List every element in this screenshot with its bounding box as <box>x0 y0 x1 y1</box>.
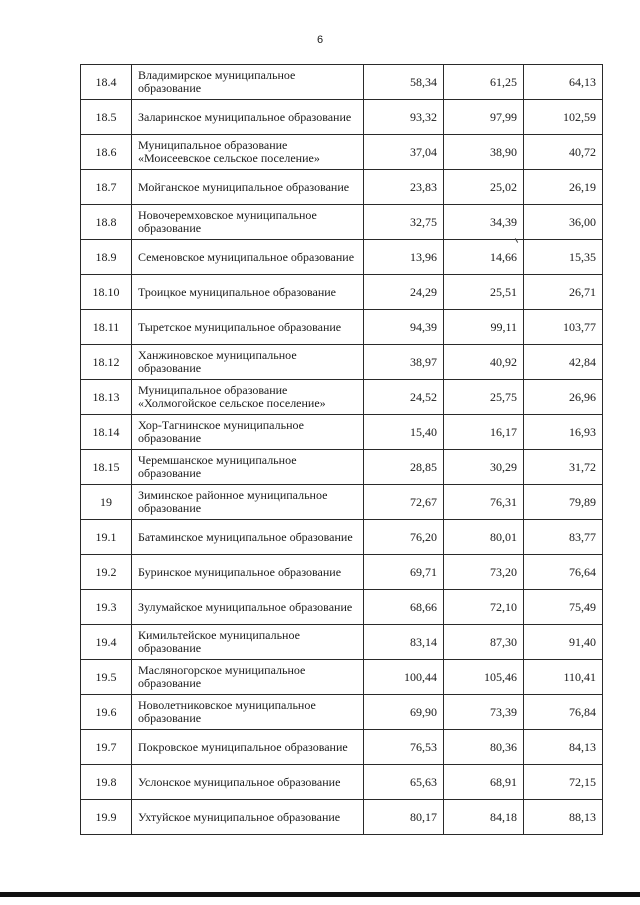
row-number-cell: 19.2 <box>81 555 132 590</box>
value-1-cell: 69,71 <box>364 555 444 590</box>
value-2-cell: 72,10 <box>444 590 524 625</box>
table-row <box>81 310 603 345</box>
value-3-cell: 72,15 <box>524 765 603 800</box>
table-row <box>81 170 603 205</box>
value-2-cell: 105,46 <box>444 660 524 695</box>
value-1-cell: 13,96 <box>364 240 444 275</box>
municipality-name-cell: Новочеремховское муниципальное образование <box>132 205 364 240</box>
table-row <box>81 240 603 275</box>
value-2-cell: 34,39 <box>444 205 524 240</box>
row-number-cell: 18.10 <box>81 275 132 310</box>
municipality-name-cell: Новолетниковское муниципальное образование <box>132 695 364 730</box>
value-3-cell: 88,13 <box>524 800 603 835</box>
value-1-cell: 32,75 <box>364 205 444 240</box>
value-1-cell: 65,63 <box>364 765 444 800</box>
table-row <box>81 695 603 730</box>
value-1-cell: 76,20 <box>364 520 444 555</box>
value-3-cell: 64,13 <box>524 65 603 100</box>
value-2-cell: 14,66 <box>444 240 524 275</box>
value-2-cell: 38,90 <box>444 135 524 170</box>
value-1-cell: 37,04 <box>364 135 444 170</box>
value-3-cell: 40,72 <box>524 135 603 170</box>
value-2-cell: 30,29 <box>444 450 524 485</box>
value-1-cell: 83,14 <box>364 625 444 660</box>
value-1-cell: 58,34 <box>364 65 444 100</box>
municipality-name-cell: Ухтуйское муниципальное образование <box>132 800 364 835</box>
table-body <box>81 65 603 835</box>
value-2-cell: 97,99 <box>444 100 524 135</box>
value-3-cell: 76,64 <box>524 555 603 590</box>
municipality-name-cell: Троицкое муниципальное образование <box>132 275 364 310</box>
row-number-cell: 18.13 <box>81 380 132 415</box>
value-2-cell: 25,02 <box>444 170 524 205</box>
value-3-cell: 26,71 <box>524 275 603 310</box>
municipality-name-cell: Масляногорское муниципальное образование <box>132 660 364 695</box>
value-3-cell: 76,84 <box>524 695 603 730</box>
municipality-name-cell: Батаминское муниципальное образование <box>132 520 364 555</box>
table-row <box>81 450 603 485</box>
value-2-cell: 25,51 <box>444 275 524 310</box>
table-row <box>81 65 603 100</box>
value-3-cell: 31,72 <box>524 450 603 485</box>
municipality-name-cell: Мойганское муниципальное образование <box>132 170 364 205</box>
row-number-cell: 19.6 <box>81 695 132 730</box>
table-row <box>81 555 603 590</box>
municipality-name-cell: Зиминское районное муниципальное образование <box>132 485 364 520</box>
table-row <box>81 625 603 660</box>
municipality-name-cell: Кимильтейское муниципальное образование <box>132 625 364 660</box>
municipality-name-cell: Семеновское муниципальное образование <box>132 240 364 275</box>
municipality-name-cell: Черемшанское муниципальное образование <box>132 450 364 485</box>
row-number-cell: 18.12 <box>81 345 132 380</box>
value-3-cell: 91,40 <box>524 625 603 660</box>
value-1-cell: 80,17 <box>364 800 444 835</box>
municipality-name-cell: Тыретское муниципальное образование <box>132 310 364 345</box>
row-number-cell: 19.3 <box>81 590 132 625</box>
row-number-cell: 18.5 <box>81 100 132 135</box>
row-number-cell: 18.6 <box>81 135 132 170</box>
value-2-cell: 80,01 <box>444 520 524 555</box>
value-1-cell: 93,32 <box>364 100 444 135</box>
value-3-cell: 42,84 <box>524 345 603 380</box>
value-2-cell: 25,75 <box>444 380 524 415</box>
value-3-cell: 36,00 <box>524 205 603 240</box>
value-3-cell: 75,49 <box>524 590 603 625</box>
table-row <box>81 205 603 240</box>
table-row <box>81 415 603 450</box>
value-3-cell: 16,93 <box>524 415 603 450</box>
table-row <box>81 660 603 695</box>
row-number-cell: 18.9 <box>81 240 132 275</box>
municipality-name-cell: Муниципальное образование «Моисеевское сельское поселение» <box>132 135 364 170</box>
row-number-cell: 19.1 <box>81 520 132 555</box>
row-number-cell: 19.9 <box>81 800 132 835</box>
row-number-cell: 19.5 <box>81 660 132 695</box>
value-1-cell: 15,40 <box>364 415 444 450</box>
value-3-cell: 26,96 <box>524 380 603 415</box>
value-1-cell: 38,97 <box>364 345 444 380</box>
value-3-cell: 84,13 <box>524 730 603 765</box>
value-2-cell: 87,30 <box>444 625 524 660</box>
table-row <box>81 520 603 555</box>
value-1-cell: 24,29 <box>364 275 444 310</box>
row-number-cell: 19.4 <box>81 625 132 660</box>
bottom-rule <box>0 892 640 897</box>
municipality-name-cell: Ханжиновское муниципальное образование <box>132 345 364 380</box>
municipality-name-cell: Заларинское муниципальное образование <box>132 100 364 135</box>
table-row <box>81 590 603 625</box>
value-2-cell: 16,17 <box>444 415 524 450</box>
value-3-cell: 110,41 <box>524 660 603 695</box>
row-number-cell: 18.15 <box>81 450 132 485</box>
value-1-cell: 76,53 <box>364 730 444 765</box>
table-row <box>81 765 603 800</box>
value-2-cell: 99,11 <box>444 310 524 345</box>
municipality-name-cell: Буринское муниципальное образование <box>132 555 364 590</box>
row-number-cell: 19.7 <box>81 730 132 765</box>
table-row <box>81 800 603 835</box>
value-1-cell: 28,85 <box>364 450 444 485</box>
value-2-cell: 80,36 <box>444 730 524 765</box>
row-number-cell: 18.14 <box>81 415 132 450</box>
row-number-cell: 18.4 <box>81 65 132 100</box>
municipality-name-cell: Владимирское муниципальное образование <box>132 65 364 100</box>
value-2-cell: 76,31 <box>444 485 524 520</box>
value-3-cell: 102,59 <box>524 100 603 135</box>
value-3-cell: 103,77 <box>524 310 603 345</box>
value-2-cell: 84,18 <box>444 800 524 835</box>
municipality-name-cell: Муниципальное образование «Холмогойское сельское поселение» <box>132 380 364 415</box>
municipality-name-cell: Хор-Тагнинское муниципальное образование <box>132 415 364 450</box>
value-3-cell: 83,77 <box>524 520 603 555</box>
value-2-cell: 73,39 <box>444 695 524 730</box>
value-2-cell: 61,25 <box>444 65 524 100</box>
row-number-cell: 19 <box>81 485 132 520</box>
value-2-cell: 68,91 <box>444 765 524 800</box>
municipality-name-cell: Покровское муниципальное образование <box>132 730 364 765</box>
value-1-cell: 68,66 <box>364 590 444 625</box>
table-row <box>81 345 603 380</box>
value-2-cell: 40,92 <box>444 345 524 380</box>
municipality-name-cell: Услонское муниципальное образование <box>132 765 364 800</box>
value-3-cell: 79,89 <box>524 485 603 520</box>
page-number: 6 <box>316 34 324 46</box>
row-number-cell: 19.8 <box>81 765 132 800</box>
table-row <box>81 135 603 170</box>
table-row <box>81 100 603 135</box>
value-1-cell: 72,67 <box>364 485 444 520</box>
value-1-cell: 23,83 <box>364 170 444 205</box>
value-2-cell: 73,20 <box>444 555 524 590</box>
row-number-cell: 18.8 <box>81 205 132 240</box>
table-row <box>81 380 603 415</box>
data-table <box>80 64 603 835</box>
value-3-cell: 15,35 <box>524 240 603 275</box>
table-row <box>81 485 603 520</box>
value-1-cell: 100,44 <box>364 660 444 695</box>
value-1-cell: 24,52 <box>364 380 444 415</box>
row-number-cell: 18.11 <box>81 310 132 345</box>
row-number-cell: 18.7 <box>81 170 132 205</box>
value-1-cell: 69,90 <box>364 695 444 730</box>
value-3-cell: 26,19 <box>524 170 603 205</box>
municipality-name-cell: Зулумайское муниципальное образование <box>132 590 364 625</box>
table-row <box>81 275 603 310</box>
table-row <box>81 730 603 765</box>
value-1-cell: 94,39 <box>364 310 444 345</box>
